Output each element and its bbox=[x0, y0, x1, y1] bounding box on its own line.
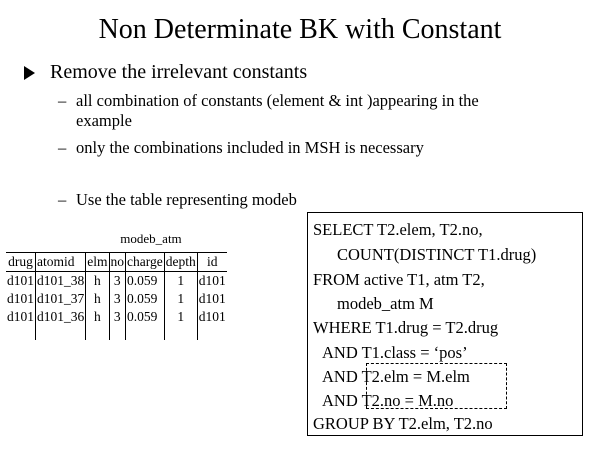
header-no: no bbox=[109, 253, 126, 272]
sql-line-where: WHERE T1.drug = T2.drug bbox=[313, 318, 499, 337]
sql-line-from: FROM active T1, atm T2, bbox=[313, 270, 485, 289]
cell-atomid: d101_37 bbox=[37, 291, 85, 306]
sql-line-select: SELECT T2.elem, T2.no, bbox=[313, 220, 483, 239]
table-row bbox=[6, 290, 227, 308]
cell-charge: 0.059 bbox=[126, 308, 165, 340]
cell-no: 3 bbox=[109, 272, 126, 291]
dash: – bbox=[58, 190, 67, 209]
table-caption: modeb_atm bbox=[120, 231, 182, 246]
cell-atomid: d101_38 bbox=[37, 273, 85, 288]
cell-drug: d101 bbox=[7, 291, 34, 306]
header-depth: depth bbox=[164, 253, 197, 272]
cell-atomid: d101_36 bbox=[36, 308, 86, 340]
table-row bbox=[6, 272, 227, 291]
cell-depth: 1 bbox=[164, 308, 197, 340]
sql-line-and-class: AND T1.class = ‘pos’ bbox=[322, 343, 468, 362]
sql-line-count: COUNT(DISTINCT T1.drug) bbox=[337, 245, 537, 264]
cell-charge: 0.059 bbox=[126, 290, 165, 308]
header-elm: elm bbox=[86, 253, 109, 272]
sub-bullet-text: all combination of constants (element & int )appearing in the bbox=[76, 91, 479, 110]
table-row bbox=[6, 308, 227, 340]
cell-charge: 0.059 bbox=[126, 272, 165, 291]
sub-bullet-text: Use the table representing modeb bbox=[76, 190, 297, 209]
cell-depth: 1 bbox=[164, 290, 197, 308]
cell-depth: 1 bbox=[164, 272, 197, 291]
cell-drug: d101 bbox=[7, 273, 34, 288]
cell-id: d101 bbox=[198, 291, 226, 306]
header-atomid: atomid bbox=[36, 253, 86, 272]
cell-id: d101 bbox=[197, 308, 227, 340]
slide-title: Non Determinate BK with Constant bbox=[98, 14, 502, 45]
dash: – bbox=[58, 91, 67, 110]
cell-elm: h bbox=[86, 308, 109, 340]
cell-elm: h bbox=[86, 290, 109, 308]
cell-no: 3 bbox=[109, 290, 126, 308]
highlight-dotted-box bbox=[366, 363, 507, 409]
sql-line-modeb: modeb_atm M bbox=[337, 294, 434, 313]
header-drug: drug bbox=[6, 253, 36, 272]
bullet-arrow-icon bbox=[24, 66, 35, 80]
sub-bullet-text: only the combinations included in MSH is necessary bbox=[76, 138, 424, 157]
sql-line-and-elm: AND T2.elm = M.elm bbox=[322, 367, 470, 386]
sql-line-group-by: GROUP BY T2.elm, T2.no bbox=[313, 414, 493, 433]
cell-id: d101 bbox=[198, 273, 226, 288]
cell-no: 3 bbox=[109, 308, 126, 340]
modeb-atm-table bbox=[6, 252, 227, 340]
cell-drug: d101 bbox=[7, 309, 34, 324]
header-charge: charge bbox=[126, 253, 165, 272]
header-id: id bbox=[197, 253, 227, 272]
table-header-row bbox=[6, 253, 227, 272]
cell-elm: h bbox=[86, 272, 109, 291]
sql-line-and-no: AND T2.no = M.no bbox=[322, 391, 454, 410]
dash: – bbox=[58, 138, 67, 157]
main-bullet: Remove the irrelevant constants bbox=[50, 61, 308, 83]
sub-bullet-text-cont: example bbox=[76, 111, 132, 130]
